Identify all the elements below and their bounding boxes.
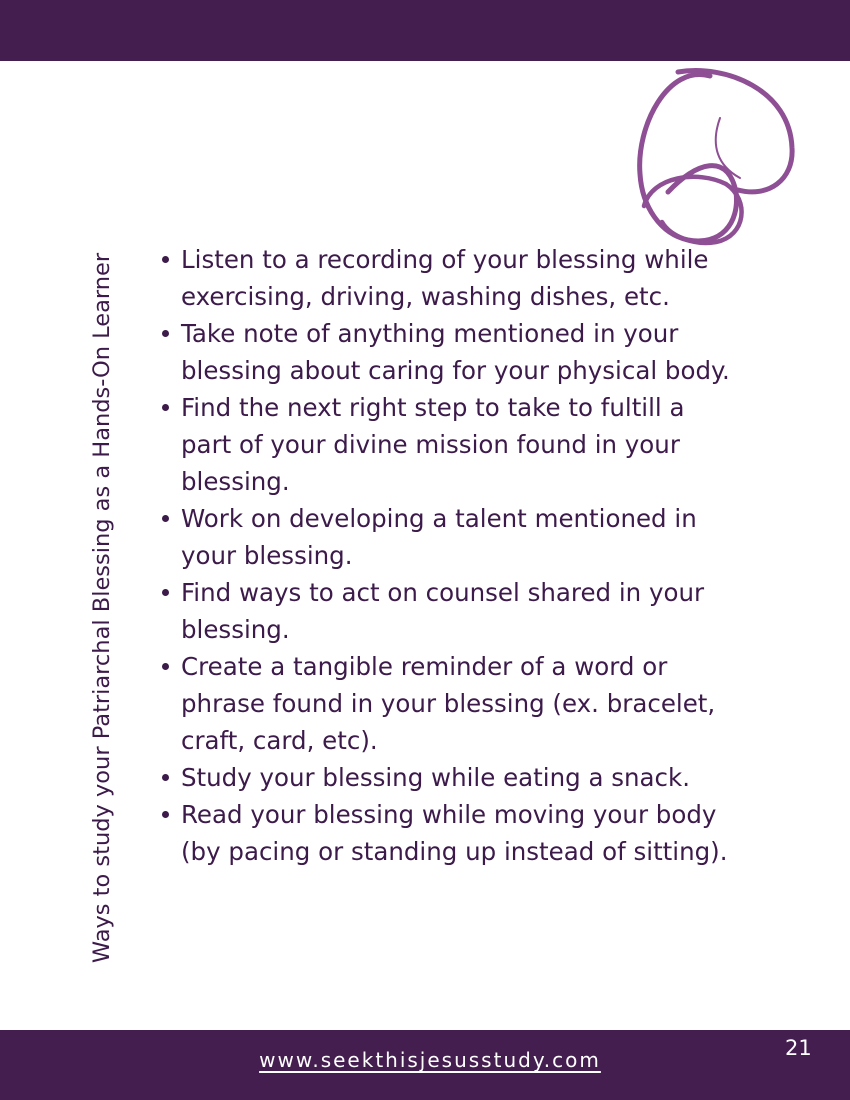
list-item: Read your blessing while moving your body (by pacing or standing up instead of sitting). xyxy=(160,796,740,870)
activity-list xyxy=(160,241,740,870)
list-item: Take note of anything mentioned in your blessing about caring for your physical body. xyxy=(160,315,740,389)
top-band xyxy=(0,0,850,61)
list-item: Work on developing a talent mentioned in your blessing. xyxy=(160,500,740,574)
list-item: Find the next right step to take to fultill a part of your divine mission found in your blessing. xyxy=(160,389,740,500)
side-title-container xyxy=(82,205,122,1010)
list-item: Study your blessing while eating a snack. xyxy=(160,759,740,796)
list-item: Find ways to act on counsel shared in your blessing. xyxy=(160,574,740,648)
footer-url-link[interactable]: www.seekthisjesusstudy.com xyxy=(259,1048,601,1072)
side-title: Ways to study your Patriarchal Blessing as a Hands-On Learner xyxy=(89,252,115,963)
scribble-circle-icon xyxy=(628,66,798,251)
page-number: 21 xyxy=(785,1036,812,1060)
list-item: Listen to a recording of your blessing while exercising, driving, washing dishes, etc. xyxy=(160,241,740,315)
list-item: Create a tangible reminder of a word or phrase found in your blessing (ex. bracelet, craft, card, etc). xyxy=(160,648,740,759)
